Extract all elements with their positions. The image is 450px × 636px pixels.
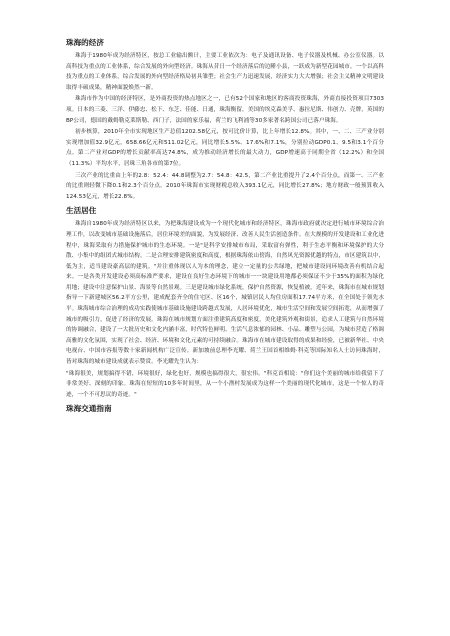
paragraph: "珠海很美，规划搞得不错，环境很好，绿化也好，规模也搞得很大，很宏伟。"科克首相说："你们这个美丽的城市给我留下了非常美好、深刻的印象。珠海在短短的10多年时间里，从一个小渔村发展成为这样一个美丽的现代化城市，这是一个惊人的奇迹，一个不可思议的奇迹。" [66,370,384,398]
paragraph: 珠海市作为中国的经济特区，是外商投资的热点地区之一，已有52个国家和地区的客商投资珠海，外商直接投资项目7303项。日本的三菱、三洋、伊藤忠、松下、东芝、佳能、日通，珠海衡留，美国的埃克森美孚、惠拉尼斯、伟创力、壳牌，英国的BP公司，德国的戴姆勒克莱斯勒、西门子，法国的家乐福，荷兰的飞利浦等30多家著名跨国公司已落户珠海。 [66,96,384,124]
section-heading: 珠海的经济 [66,38,104,47]
section-living [66,206,384,400]
section-transport [66,404,384,414]
paragraph: 三次产业的比重由上年的2.8：52.4：44.8调整为2.7：54.8：42.5，第二产业比重提升了2.4个百分点，而第一、三产业的比重则轻微下降0.1和2.3个百分点。2010年珠海市实现财税总收入393.1亿元，同比增长27.8%；地方财政一般预算收入124.53亿元，增长22.8%。 [66,172,384,200]
paragraph: 初步核算，2010年全市实现地区生产总值1202.58亿元，按可比价计算，比上年增长12.8%。其中，一、二、三产业分别实现增加值32.9亿元，658.66亿元和511.02亿元，同比增长5.5%、17.6%和7.1%，分别拉动GDP0.1、9.5和3.1个百分点。第二产业对GDP的增长贡献率高达74.8%，成为推动经济增长的最大动力，GDP增速高于同期全省（12.2%）和全国（11.3%）平均水平，居珠三角各市的第7位。 [66,129,384,167]
section-economy [66,38,384,202]
section-heading: 珠海交通指南 [66,404,112,414]
paragraph: 珠海于1980年成为经济特区，按总工业输出额计，主要工业依次为：电子及通讯设备、电子仪器及机械、办公室仪器。以高科技为重点的工业体系，综合发展的外向型经济。珠海从昔日一个经济落后的边陲小县，一跃成为新型花园城市。一个以高科技为重点的工业体系，综合发展的外向型经济格局初具雏型；社会生产力迅速发展，经济实力大大增强；社会主义精神文明建设取得丰硕成果，精神面貌焕然一新。 [66,53,384,91]
section-heading: 生活居住 [66,206,97,216]
paragraph: 珠海自1980年成为经济特区以来，为把珠海建设成为一个现代化城市和经济特区，珠海市政府就决定进行城市环境综合治理工作，以改变城市基础设施落后，居住环境差的面貌，为发展经济、改善人民生活创造条件。在大规模的开发建设和工业化进程中，珠海采取有力措施保护城市的生态环境。一是"是科学安排城市布局，采取富有弹性，利于生态平衡和环境保护的大分散、小集中的组团式城市结构。二是合理安排建筑密度和高度，根据珠海依山傍海，自然风光资源优越的特点，市区建筑以中，低为主，适当建设豪高层的建筑。"并注重体现以人为本的理念，建立一定量的公共绿地，把城市建设同环境改善有机结合起来。一是各类开发建设必须高标准严要求，建设在良好生态环境下的城市一一块建设用地都必须保证不少于35%的面积为绿化用地；建设中注意保护山景、海景等自然景观。三是建设城市绿化系统，保护自然资源，恢复植被，近年来，珠海市在城市规划指导一下新建城区56.2平方公里，建成配套齐全的住宅区、区16个，城镇居民人均住房面积17.74平方米，在全国处于领先水平。珠海城市综合治理的成功实践使城市基础设施建设跨越式发展，人居环境优化，城市生活空间和发展空间拓宽，从而增强了城市的吸引力，促进了经济的发展。珠海在城市规划方面注重建筑高度和密度，美化建筑外观和街景，追求人工建筑与自然环境的协调融合，建设了一大批历史和文化内涵丰富，时代特色鲜明、生活气息浓郁的园林、小品、雕塑与公园，为城市营造了格调高雅的文化氛围，实现了社会、经济、环境和文化元素的可持续融合。珠海市在城市建设取得的成果和经验，已被新华社、中央电视台、中国市容报等数十家新闻机构广泛宣传。新加坡前总理李光耀、荷兰王国首相维姆·科克等国际知名人士访问珠海时，皆对珠海的城市建设成就表示赞赏。李光耀先生认为： [66,221,384,366]
